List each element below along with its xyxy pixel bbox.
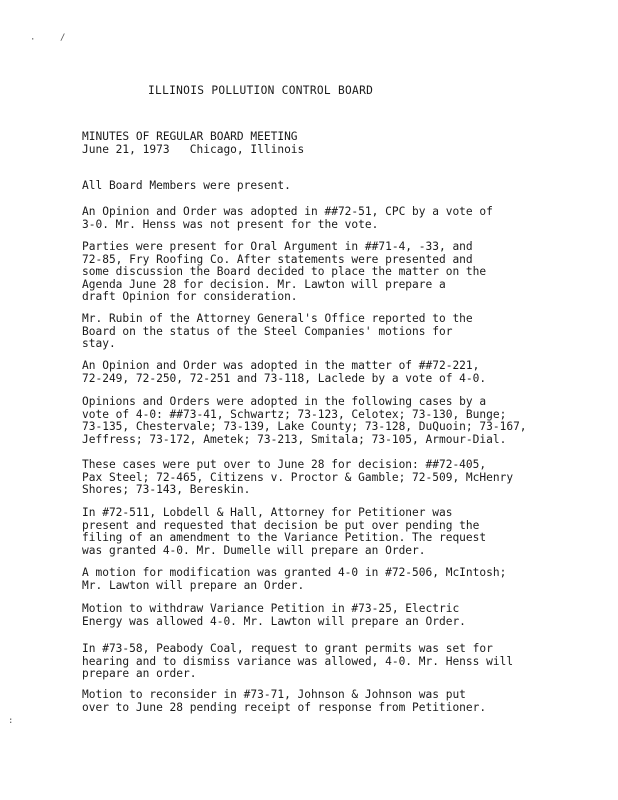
scan-speck-mark: : <box>8 716 14 726</box>
paragraph-modification-motion: A motion for modification was granted 4-0 in #72-506, McIntosh; Mr. Lawton will prepare an Order. <box>82 566 507 592</box>
scan-speck-mark: / <box>60 33 66 43</box>
minutes-header <box>82 131 304 156</box>
paragraph-laclede-opinion: An Opinion and Order was adopted in the matter of ##72-221, 72-249, 72-250, 72-251 and 73-118, Laclede by a vote of 4-0. <box>82 359 487 385</box>
minutes-title: MINUTES OF REGULAR BOARD MEETING <box>82 130 298 143</box>
paragraph-cpc-opinion: An Opinion and Order was adopted in ##72-51, CPC by a vote of 3-0. Mr. Henss was not present for the vote. <box>82 205 493 231</box>
paragraph-peabody-coal: In #73-58, Peabody Coal, request to grant permits was set for hearing and to dismiss variance was allowed, 4-0. Mr. Henss will prepare an order. <box>82 642 514 681</box>
paragraph-put-over-cases: These cases were put over to June 28 for decision: ##72-405, Pax Steel; 72-465, Citizens v. Proctor & Gamble; 72-509, McHenry Shores; 73-143, Bereskin. <box>82 458 514 497</box>
paragraph-withdraw-petition: Motion to withdraw Variance Petition in #73-25, Electric Energy was allowed 4-0. Mr. Lawton will prepare an Order. <box>82 602 466 628</box>
meeting-date-location: June 21, 1973 Chicago, Illinois <box>82 142 305 156</box>
paragraph-lobdell-hall: In #72-511, Lobdell & Hall, Attorney for Petitioner was present and requested that decision be put over pending the filing of an amendment to the Variance Petition. The request was granted 4-0. Mr. Dumelle will prepare an Order. <box>82 506 487 557</box>
scan-speck-mark: · <box>30 35 36 45</box>
paragraph-oral-argument: Parties were present for Oral Argument in ##71-4, -33, and 72-85, Fry Roofing Co. After statements were presented and some discussion the Board decided to place the matter on the Agenda June 28 for decision. Mr. Lawton will prepare a draft Opinion for consideration. <box>82 240 487 304</box>
paragraph-attendance: All Board Members were present. <box>82 179 291 192</box>
paragraph-reconsider-motion: Motion to reconsider in #73-71, Johnson & Johnson was put over to June 28 pending receipt of response from Petitioner. <box>82 688 487 714</box>
document-heading: ILLINOIS POLLUTION CONTROL BOARD <box>148 84 374 97</box>
paragraph-adopted-cases: Opinions and Orders were adopted in the following cases by a vote of 4-0: ##73-41, Schwartz; 73-123, Celotex; 73-130, Bunge; 73-135, Chestervale; 73-139, Lake County; 73-128, DuQuoin; 73-167, Jeffress; 73-172, Ametek; 73-213, Smitala; 73-105, Armour-Dial. <box>82 395 527 446</box>
paragraph-attorney-general: Mr. Rubin of the Attorney General's Office reported to the Board on the status of the Steel Companies' motions for stay. <box>82 312 473 351</box>
